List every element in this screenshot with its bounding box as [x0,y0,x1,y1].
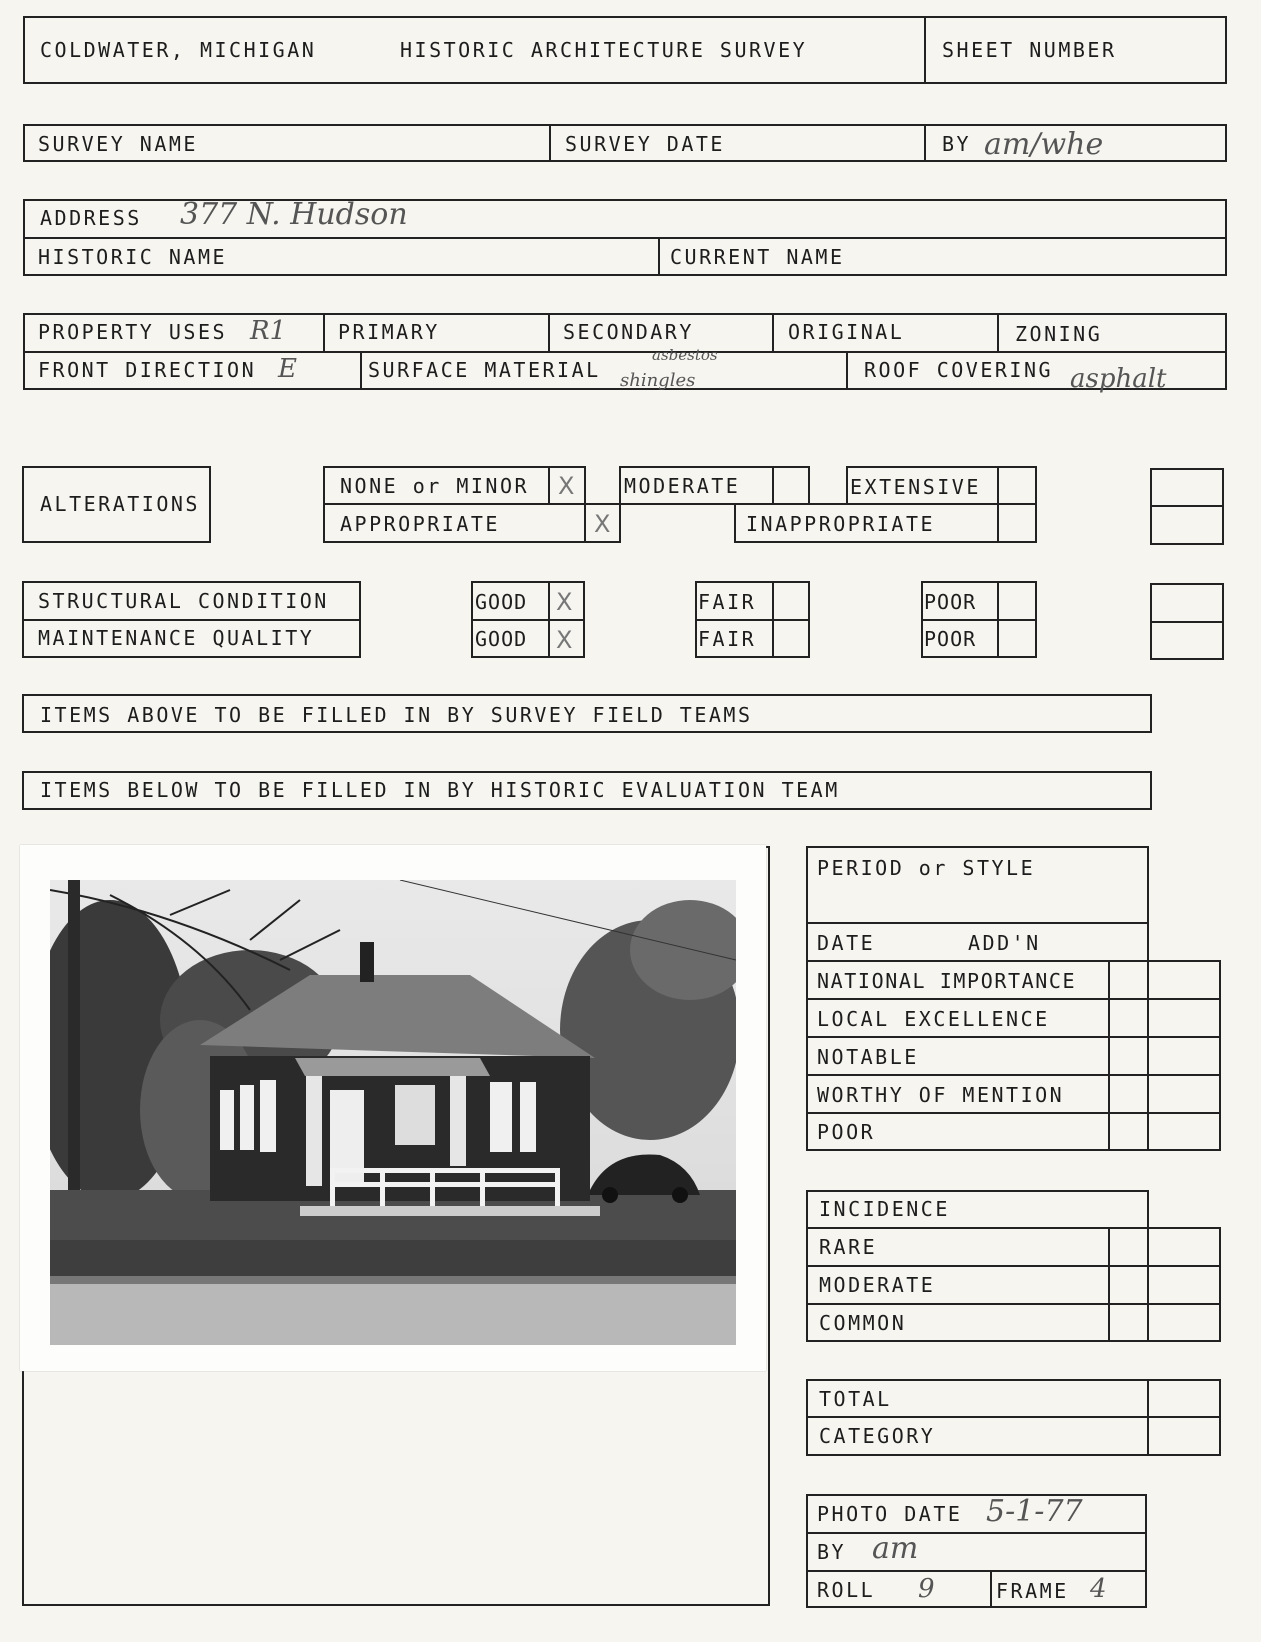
photo-date-value: 5-1-77 [986,1494,1083,1529]
house-photograph [50,880,736,1345]
survey-right-line [1225,124,1227,161]
worthy-of-mention-label: WORTHY OF MENTION [817,1083,1065,1107]
maintenance-good-label: GOOD [475,627,528,651]
note-below: ITEMS BELOW TO BE FILLED IN BY HISTORIC EVALUATION TEAM [40,778,840,802]
eval-line-national [806,960,1221,962]
property-uses-value: R1 [250,316,287,346]
fair-box-divider [772,581,774,658]
alt-inappropriate-label: INAPPROPRIATE [746,512,936,536]
total-label: TOTAL [819,1387,892,1411]
address-mid-line [23,237,1227,239]
national-importance-label: NATIONAL IMPORTANCE [817,969,1077,993]
condition-score-mid [1150,621,1224,623]
sheet-number-label: SHEET NUMBER [942,38,1117,62]
common-label: COMMON [819,1311,907,1335]
period-style-label: PERIOD or STYLE [817,856,1036,880]
condition-label-mid [22,619,361,621]
alt-score-mid [1150,505,1224,507]
front-direction-value: E [278,354,297,384]
eval-line-notable [806,1036,1221,1038]
survey-by-value: am/whe [984,127,1104,162]
maintenance-good-mark: X [556,626,573,654]
eval-line-local [806,998,1221,1000]
good-box-mid [471,619,585,621]
note-below-left [22,771,24,809]
category-label: CATEGORY [819,1424,936,1448]
alt-extensive-label: EXTENSIVE [850,475,981,499]
structural-good-label: GOOD [475,590,528,614]
totals-score-divider [1147,1379,1149,1456]
survey-divider-1 [549,124,551,161]
poor-box-mid [921,619,1037,621]
survey-name-label: SURVEY NAME [38,132,198,156]
survey-date-label: SURVEY DATE [565,132,725,156]
survey-divider-2 [924,124,926,161]
photo-by-value: am [872,1531,919,1566]
eval-line-poor [806,1112,1221,1114]
original-label: ORIGINAL [788,320,905,344]
note-below-top [22,771,1152,773]
property-div-5 [360,351,362,390]
zoning-label: ZONING [1015,322,1103,346]
inc-moderate-label: MODERATE [819,1273,936,1297]
header-city: COLDWATER, MICHIGAN [40,38,317,62]
structural-good-mark: X [556,588,573,616]
fair-box-mid [695,619,810,621]
eval-line-bottom [806,1149,1221,1151]
roof-covering-value: asphalt [1070,364,1167,394]
alt-none-checkbox-line [548,466,550,505]
eval-score-right [1219,960,1221,1150]
primary-label: PRIMARY [338,320,440,344]
photo-by-label: BY [817,1540,847,1564]
inc-score-divider [1108,1227,1110,1341]
local-excellence-label: LOCAL EXCELLENCE [817,1007,1050,1031]
secondary-label: SECONDARY [563,320,694,344]
address-name-divider [658,237,660,276]
addn-label: ADD'N [968,931,1041,955]
property-div-1 [323,313,325,352]
notable-label: NOTABLE [817,1045,919,1069]
surface-material-value-2: shingles [620,370,696,391]
alt-extensive-checkbox-line [997,466,999,505]
alt-none-mark: X [558,472,575,500]
alt-none-label: NONE or MINOR [340,474,530,498]
maintenance-poor-label: POOR [924,627,977,651]
alt-appropriate-checkbox-line [584,503,586,543]
eval-poor-label: POOR [817,1120,876,1144]
alt-appropriate-mark: X [594,510,611,538]
alterations-label: ALTERATIONS [40,492,200,516]
header-divider [924,16,926,84]
photo-info-divider [990,1570,992,1608]
photo-date-label: PHOTO DATE [817,1502,963,1526]
property-div-4 [997,313,999,352]
maintenance-quality-label: MAINTENANCE QUALITY [38,626,315,650]
structural-poor-label: POOR [924,590,977,614]
frame-label: FRAME [996,1579,1069,1603]
note-below-bottom [22,808,1152,810]
rare-label: RARE [819,1235,878,1259]
structural-fair-label: FAIR [698,590,757,614]
inc-line-common [806,1303,1221,1305]
address-label: ADDRESS [40,206,142,230]
photo-frame-right [768,846,770,1606]
property-mid-line [23,351,1227,353]
inc-line-rare [806,1227,1221,1229]
roof-covering-label: ROOF COVERING [864,358,1054,382]
survey-top-line [23,124,1227,126]
surface-material-label: SURFACE MATERIAL [368,358,601,382]
survey-left-line [23,124,25,161]
note-above: ITEMS ABOVE TO BE FILLED IN BY SURVEY FIELD TEAMS [40,703,753,727]
property-div-6 [846,351,848,390]
poor-box-divider [997,581,999,658]
roll-value: 9 [918,1574,935,1604]
totals-mid [806,1416,1221,1418]
structural-condition-label: STRUCTURAL CONDITION [38,589,329,613]
alt-moderate-checkbox-line [772,466,774,505]
inc-score-right [1219,1227,1221,1341]
inc-line-moderate [806,1265,1221,1267]
incidence-label: INCIDENCE [819,1197,950,1221]
current-name-label: CURRENT NAME [670,245,845,269]
roll-label: ROLL [817,1578,876,1602]
alt-moderate-label: MODERATE [624,474,741,498]
photo-frame-bottom [22,1604,770,1606]
eval-line-worthy [806,1074,1221,1076]
frame-value: 4 [1090,1574,1107,1604]
front-direction-label: FRONT DIRECTION [38,358,257,382]
alt-inappropriate-checkbox-line [997,503,999,543]
survey-by-label: BY [942,132,972,156]
property-div-3 [772,313,774,352]
historic-name-label: HISTORIC NAME [38,245,228,269]
maintenance-fair-label: FAIR [698,627,757,651]
note-below-right [1150,771,1152,809]
photo-info-line-1 [806,1532,1147,1534]
date-label: DATE [817,931,876,955]
header-title: HISTORIC ARCHITECTURE SURVEY [400,38,808,62]
property-div-2 [548,313,550,352]
inc-line-bottom [806,1340,1221,1342]
surface-material-value-1: asbestos [652,346,718,364]
eval-score-divider [1108,960,1110,1150]
photo-info-line-2 [806,1570,1147,1572]
address-value: 377 N. Hudson [180,197,408,232]
alt-appropriate-label: APPROPRIATE [340,512,500,536]
property-uses-label: PROPERTY USES [38,320,228,344]
good-box-divider [548,581,550,658]
eval-line-date [806,922,1149,924]
